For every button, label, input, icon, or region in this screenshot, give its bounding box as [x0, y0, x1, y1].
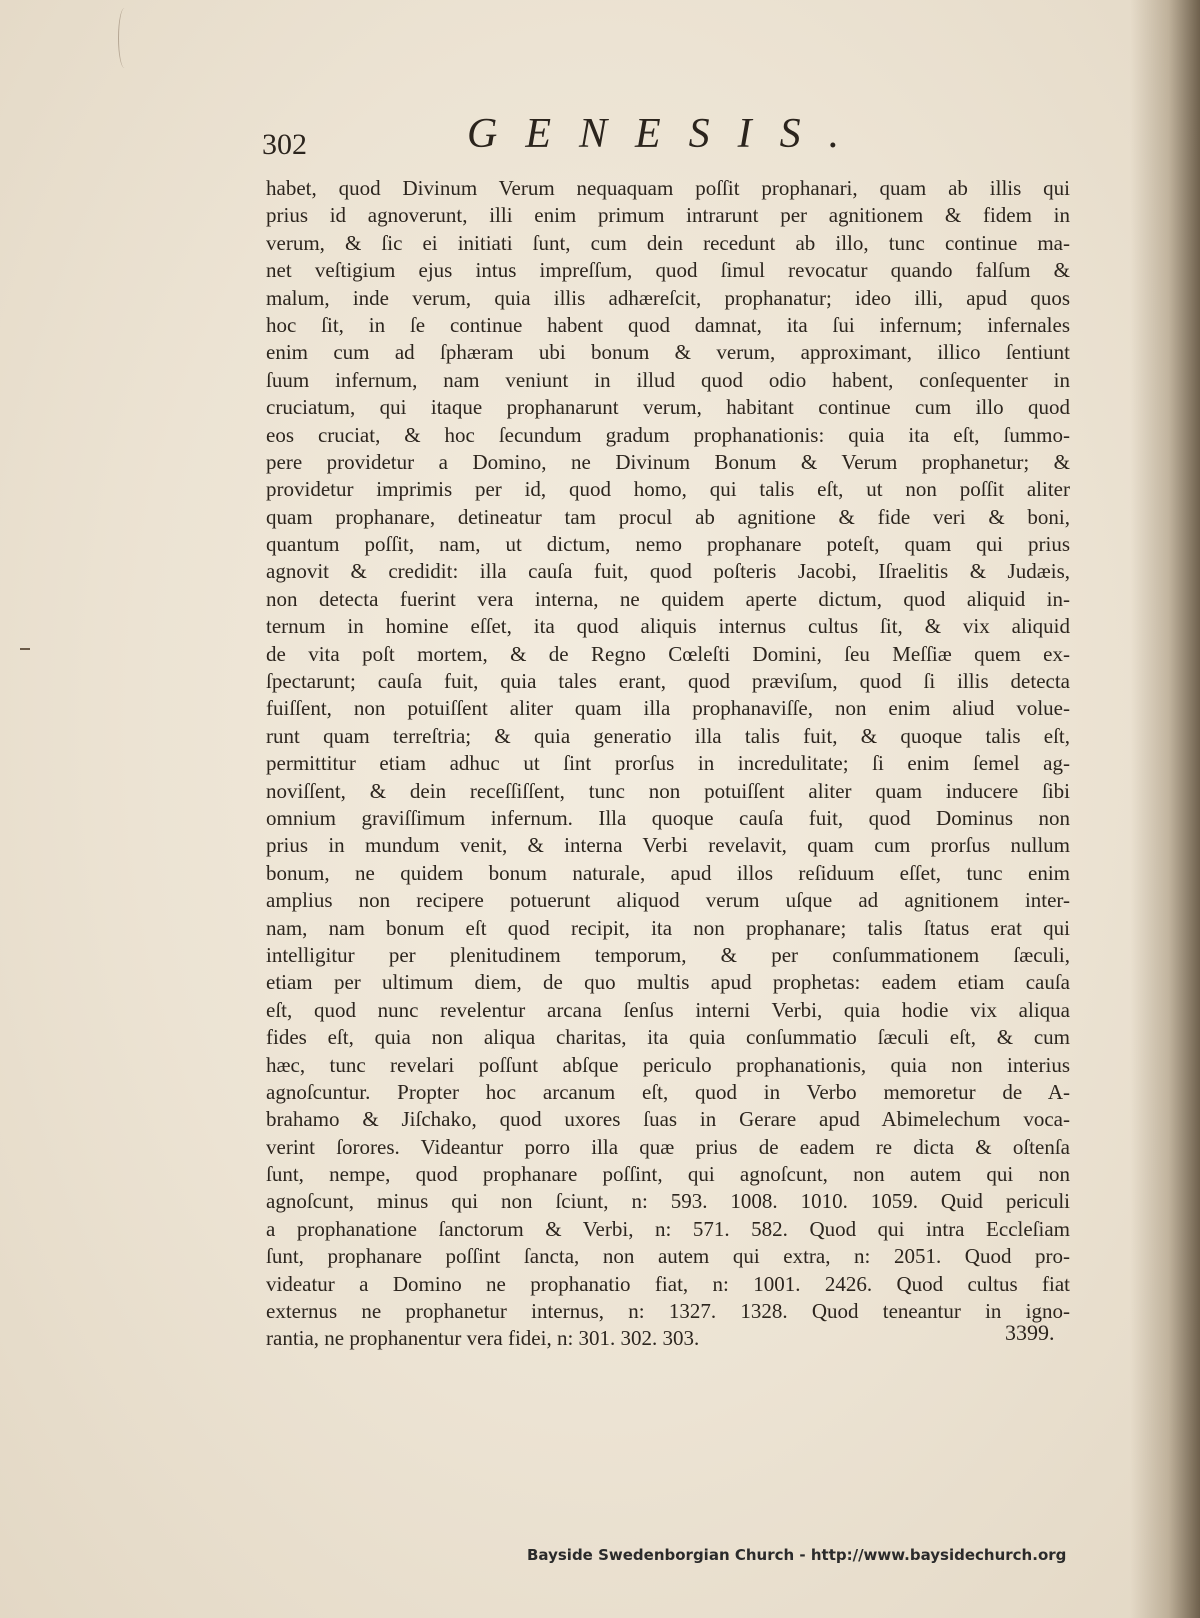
page-edge-mark — [118, 8, 131, 68]
body-text — [266, 175, 1070, 1353]
text-line: ternum in homine eſſet, ita quod aliquis internus cultus ſit, & vix aliquid — [266, 614, 1070, 639]
text-line: ſunt, prophanare poſſint ſancta, non autem qui extra, n: 2051. Quod pro- — [266, 1244, 1070, 1269]
text-line: brahamo & Jiſchako, quod uxores ſuas in Gerare apud Abimelechum voca- — [266, 1107, 1070, 1132]
text-line: bonum, ne quidem bonum naturale, apud illos reſiduum eſſet, tunc enim — [266, 860, 1070, 885]
page-header — [262, 110, 1042, 166]
catchword: 3399. — [1005, 1320, 1055, 1345]
text-line: fides eſt, quia non aliqua charitas, ita quia conſummatio ſæculi eſt, & cum — [266, 1025, 1070, 1050]
running-title: GENESIS. — [467, 111, 868, 157]
text-line: agnovit & credidit: illa cauſa fuit, quod poſteris Jacobi, Iſraelitis & Judæis, — [266, 559, 1070, 584]
text-line: runt quam terreſtria; & quia generatio illa talis fuit, & quoque talis eſt, — [266, 723, 1070, 748]
text-line: amplius non recipere potuerunt aliquod verum uſque ad agnitionem inter- — [266, 888, 1070, 913]
text-line: malum, inde verum, quia illis adhæreſcit, prophanatur; ideo illi, apud quos — [266, 285, 1070, 310]
text-line: omnium graviſſimum infernum. Illa quoque cauſa fuit, quod Dominus non — [266, 805, 1070, 830]
text-line: fuiſſent, non potuiſſent aliter quam illa prophanaviſſe, non enim aliud volue- — [266, 696, 1070, 721]
margin-dash-mark — [20, 648, 30, 650]
text-line: habet, quod Divinum Verum nequaquam poſſit prophanari, quam ab illis qui — [266, 176, 1070, 200]
text-line: prius id agnoverunt, illi enim primum intrarunt per agnitionem & fidem in — [266, 203, 1070, 228]
text-line: agnoſcuntur. Propter hoc arcanum eſt, quod in Verbo memoretur de A- — [266, 1079, 1070, 1104]
text-line: quantum poſſit, nam, ut dictum, nemo prophanare poteſt, quam qui prius — [266, 532, 1070, 557]
text-line: de vita poſt mortem, & de Regno Cœleſti Domini, ſeu Meſſiæ quem ex- — [266, 641, 1070, 666]
text-line: prius in mundum venit, & interna Verbi revelavit, quam cum prorſus nullum — [266, 833, 1070, 858]
page-number: 302 — [262, 128, 307, 161]
text-line: nam, nam bonum eſt quod recipit, ita non prophanare; talis ſtatus erat qui — [266, 915, 1070, 940]
text-line: permittitur etiam adhuc ut ſint prorſus in incredulitate; ſi enim ſemel ag- — [266, 751, 1070, 776]
text-line: non detecta fuerint vera interna, ne quidem aperte dictum, quod aliquid in- — [266, 586, 1070, 611]
text-line: eos cruciat, & hoc ſecundum gradum prophanationis: quia ita eſt, ſummo- — [266, 422, 1070, 447]
text-line: enim cum ad ſphæram ubi bonum & verum, approximant, illico ſentiunt — [266, 340, 1070, 365]
text-line: agnoſcunt, minus qui non ſciunt, n: 593. 1008. 1010. 1059. Quid periculi — [266, 1189, 1070, 1214]
text-line: etiam per ultimum diem, de quo multis apud prophetas: eadem etiam cauſa — [266, 970, 1070, 995]
text-line: rantia, ne prophanentur vera fidei, n: 301. 302. 303. — [266, 1326, 700, 1351]
text-line: intelligitur per plenitudinem temporum, & per conſummationem ſæculi, — [266, 942, 1070, 967]
text-line: noviſſent, & dein receſſiſſent, tunc non potuiſſent aliter quam inducere ſibi — [266, 778, 1070, 803]
text-line: pere providetur a Domino, ne Divinum Bonum & Verum prophanetur; & — [266, 449, 1070, 474]
text-line: providetur imprimis per id, quod homo, qui talis eſt, ut non poſſit aliter — [266, 477, 1070, 502]
text-line: externus ne prophanetur internus, n: 1327. 1328. Quod teneantur in igno- — [266, 1299, 1070, 1324]
text-line: ſpectarunt; cauſa fuit, quia tales erant, quod præviſum, quod ſi illis detecta — [266, 669, 1070, 694]
text-line: verint ſorores. Videantur porro illa quæ prius de eadem re dicta & oſtenſa — [266, 1134, 1070, 1159]
footer-credit: Bayside Swedenborgian Church - http://www.baysidechurch.org — [527, 1546, 1067, 1564]
text-line: quam prophanare, detineatur tam procul ab agnitione & fide veri & boni, — [266, 504, 1070, 529]
text-line: videatur a Domino ne prophanatio fiat, n: 1001. 2426. Quod cultus fiat — [266, 1271, 1070, 1296]
text-line: net veſtigium ejus intus impreſſum, quod ſimul revocatur quando falſum & — [266, 258, 1070, 283]
text-line: verum, & ſic ei initiati ſunt, cum dein recedunt ab illo, tunc continue ma- — [266, 230, 1070, 255]
text-line: hoc ſit, in ſe continue habent quod damnat, ita ſui infernum; infernales — [266, 312, 1070, 337]
text-line: cruciatum, qui itaque prophanarunt verum, habitant continue cum illo quod — [266, 395, 1070, 420]
binding-shadow — [1130, 0, 1200, 1618]
text-line: ſuum infernum, nam veniunt in illud quod odio habent, conſequenter in — [266, 367, 1070, 392]
text-line: hæc, tunc revelari poſſunt abſque periculo prophanationis, quia non interius — [266, 1052, 1070, 1077]
text-line: a prophanatione ſanctorum & Verbi, n: 571. 582. Quod qui intra Eccleſiam — [266, 1216, 1070, 1241]
text-line: ſunt, nempe, quod prophanare poſſint, qui agnoſcunt, non autem qui non — [266, 1162, 1070, 1187]
text-line: eſt, quod nunc revelentur arcana ſenſus interni Verbi, quia hodie vix aliqua — [266, 997, 1070, 1022]
